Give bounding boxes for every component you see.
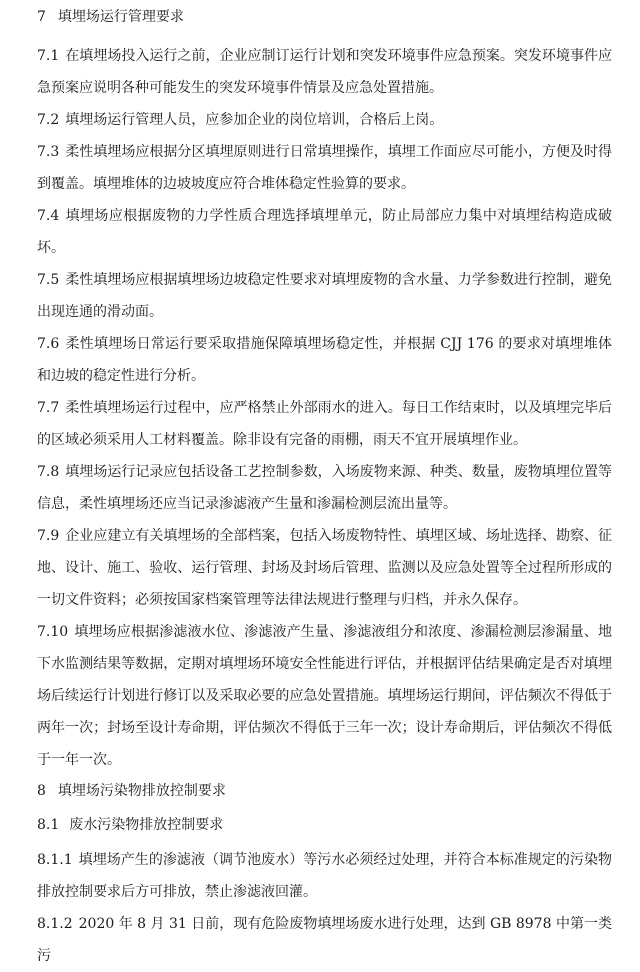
clause-7-3: 7.3 柔性填埋场应根据分区填埋原则进行日常填埋操作，填埋工作面应尽可能小，方便及时得到覆盖。填埋堆体的边坡坡度应符合堆体稳定性验算的要求。	[37, 144, 612, 192]
clause-7-7: 7.7 柔性填埋场运行过程中，应严格禁止外部雨水的进入。每日工作结束时，以及填埋完毕后的区域必须采用人工材料覆盖。除非设有完备的雨棚，雨天不宜开展填埋作业。	[37, 400, 612, 448]
section-8-title: 填埋场污染物排放控制要求	[57, 783, 226, 799]
clause-7-8: 7.8 填埋场运行记录应包括设备工艺控制参数，入场废物来源、种类、数量，废物填埋位置等信息，柔性填埋场还应当记录渗滤液产生量和渗漏检测层流出量等。	[37, 464, 612, 512]
clause-7-1: 7.1 在填埋场投入运行之前，企业应制订运行计划和突发环境事件应急预案。突发环境事件应急预案应说明各种可能发生的突发环境事件情景及应急处置措施。	[37, 48, 612, 96]
section-8-heading	[37, 780, 612, 802]
clause-7-5: 7.5 柔性填埋场应根据填埋场边坡稳定性要求对填埋废物的含水量、力学参数进行控制，避免出现连通的滑动面。	[37, 272, 612, 320]
clause-7-4: 7.4 填埋场应根据废物的力学性质合理选择填埋单元，防止局部应力集中对填埋结构造成破坏。	[37, 208, 612, 256]
section-8-number: 8	[37, 783, 46, 799]
section-7-number: 7	[37, 9, 46, 25]
section-7-title: 填埋场运行管理要求	[57, 9, 184, 25]
clause-7-2: 7.2 填埋场运行管理人员，应参加企业的岗位培训，合格后上岗。	[37, 112, 444, 128]
clause-7-10: 7.10 填埋场应根据渗滤液水位、渗滤液产生量、渗滤液组分和浓度、渗漏检测层渗漏量、地下水监测结果等数据，定期对填埋场环境安全性能进行评估，并根据评估结果确定是否对填埋场后续运行计划进行修订以及采取必要的应急处置措施。填埋场运行期间，评估频次不得低于两年一次；封场至设计寿命期，评估频次不得低于三年一次；设计寿命期后，评估频次不得低于一年一次。	[37, 624, 612, 768]
section-7-heading	[37, 6, 612, 28]
clause-8-1-2: 8.1.2 2020 年 8 月 31 日前，现有危险废物填埋场废水进行处理，达到 GB 8978 中第一类污	[37, 916, 612, 964]
section-8-1-title: 废水污染物排放控制要求	[69, 817, 224, 833]
clause-8-1-1: 8.1.1 填埋场产生的渗滤液（调节池废水）等污水必须经过处理，并符合本标准规定的污染物排放控制要求后方可排放，禁止渗滤液回灌。	[37, 852, 612, 900]
section-8-1-number: 8.1	[37, 817, 60, 833]
clause-7-6: 7.6 柔性填埋场日常运行要采取措施保障填埋场稳定性，并根据 CJJ 176 的要求对填埋堆体和边坡的稳定性进行分析。	[37, 336, 612, 384]
section-8-1-heading	[37, 814, 612, 836]
clause-7-9: 7.9 企业应建立有关填埋场的全部档案，包括入场废物特性、填埋区域、场址选择、勘察、征地、设计、施工、验收、运行管理、封场及封场后管理、监测以及应急处置等全过程所形成的一切文件资料；必须按国家档案管理等法律法规进行整理与归档，并永久保存。	[37, 528, 612, 608]
